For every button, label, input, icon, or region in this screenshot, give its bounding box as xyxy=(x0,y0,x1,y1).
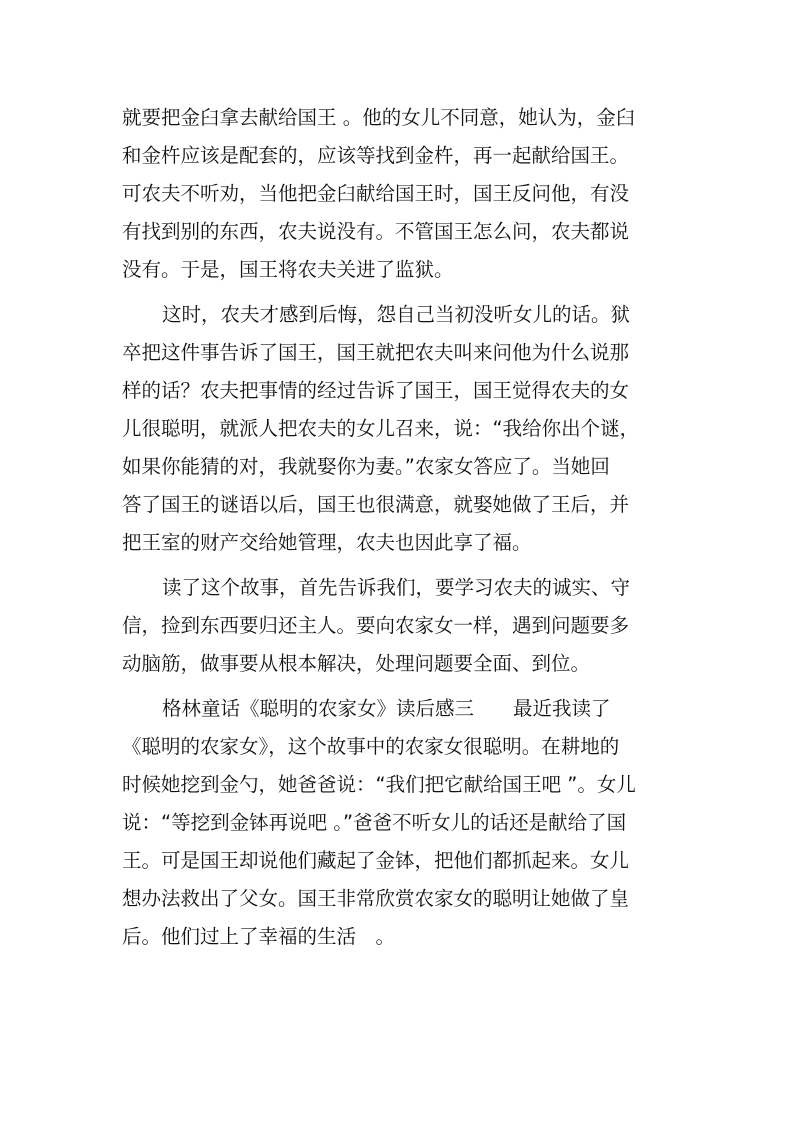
text-line: 就要把金臼拿去献给国王 。他的女儿不同意，她认为，金臼 xyxy=(122,106,636,129)
text-line: 可农夫不听劝，当他把金臼献给国王时，国王反问他，有没 xyxy=(122,182,630,205)
paragraph-start-line: 这时，农夫才感到后悔，怨自己当初没听女儿的话。狱 xyxy=(162,303,631,326)
text-line: 王。可是国王却说他们藏起了金钵，把他们都抓起来。女儿 xyxy=(122,849,630,872)
text-line: 如果你能猜的对，我就娶你为妻。”农家女答应了。当她回 xyxy=(122,455,610,478)
text-line: 有找到别的东西，农夫说没有。不管国王怎么问，农夫都说 xyxy=(122,220,630,243)
text-line: 样的话？农夫把事情的经过告诉了国王，国王觉得农夫的女 xyxy=(122,379,630,402)
text-line: 动脑筋，做事要从根本解决，处理问题要全面、到位。 xyxy=(122,652,591,675)
section-heading-line: 格林童话《聪明的农家女》读后感三 最近我读了 xyxy=(162,697,611,720)
text-line: 没有。于是，国王将农夫关进了监狱。 xyxy=(122,258,454,281)
text-line: 答了国王的谜语以后，国王也很满意，就娶她做了王后，并 xyxy=(122,493,630,516)
text-line: 《聪明的农家女》，这个故事中的农家女很聪明。在耕地的 xyxy=(122,735,620,758)
text-line: 和金杵应该是配套的，应该等找到金杵，再一起献给国王。 xyxy=(122,144,630,167)
paragraph-start-line: 读了这个故事，首先告诉我们，要学习农夫的诚实、守 xyxy=(162,576,631,599)
text-line: 儿很聪明，就派人把农夫的女儿召来，说：“我给你出个谜， xyxy=(122,417,640,440)
text-line: 把王室的财产交给她管理，农夫也因此享了福。 xyxy=(122,531,532,554)
text-line: 卒把这件事告诉了国王，国王就把农夫叫来问他为什么说那 xyxy=(122,341,630,364)
text-line: 想办法救出了父女。国王非常欣赏农家女的聪明让她做了皇 xyxy=(122,887,630,910)
text-line: 说：“等挖到金钵再说吧 。”爸爸不听女儿的话还是献给了国 xyxy=(122,811,627,834)
text-line: 信，捡到东西要归还主人。要向农家女一样，遇到问题要多 xyxy=(122,614,630,637)
text-line: 时候她挖到金勺，她爸爸说：“我们把它献给国王吧 ”。女儿 xyxy=(122,773,636,796)
text-line: 后。他们过上了幸福的生活 。 xyxy=(122,925,396,948)
